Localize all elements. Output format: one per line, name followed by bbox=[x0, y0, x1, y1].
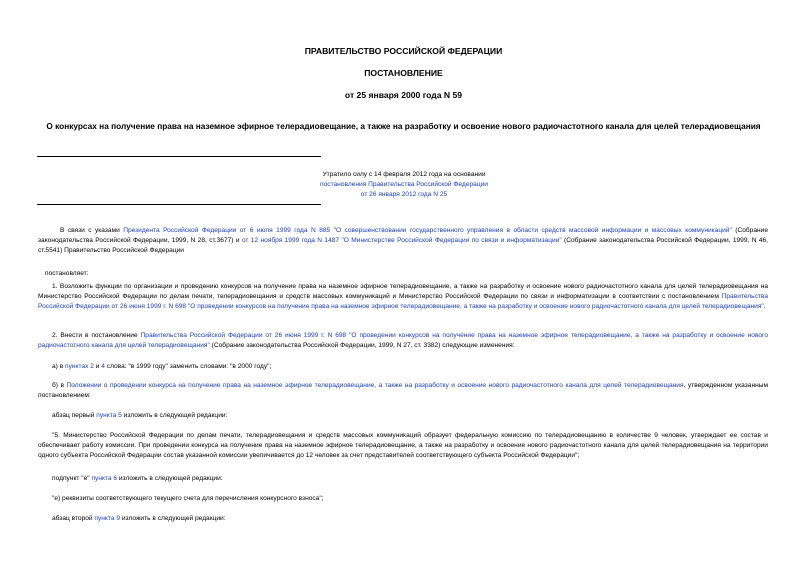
point-5-text-paragraph: "5. Министерство Российской Федерации по делам печати, телерадиовещания и средств массовых коммуникаций образует федеральную комиссию по телерадиовещанию в количестве 9 человек, утверждает ее состав и обеспечивает работу комиссии. При проведении конкурса на получение права на наземное эфирное телерадиовещание, а также на разработку и освоение нового радиочастотного канала для целей телерадиовещания на территории одного субъекта Российской Федерации состав указанной комиссии увеличивается до 12 человек за счет представителей соответствующего субъекта Российской Федерации"; bbox=[38, 432, 768, 459]
validity-note bbox=[302, 170, 506, 200]
amend-point-9-paragraph bbox=[38, 514, 768, 524]
points-2-link[interactable]: пунктах 2 bbox=[65, 363, 94, 370]
text-segment: и bbox=[93, 363, 102, 370]
repeal-decree-date-link[interactable]: от 26 января 2012 года N 25 bbox=[360, 191, 448, 198]
text-segment: (Собрание законодательства Российской Федерации, 1999, N 46, ст.5541) Правительство Российской Федерации bbox=[38, 237, 768, 254]
subclause-b-paragraph bbox=[38, 381, 768, 401]
amend-point-6-paragraph bbox=[38, 474, 768, 484]
text-segment: (Собрание законодательства Российской Федерации, 1999, N 28, ст.3677) и bbox=[38, 227, 768, 244]
document-title: О конкурсах на получение права на наземное эфирное телерадиовещание, а также на разработку и освоение нового радиочастотного канала для целей телерадиовещания bbox=[46, 121, 761, 131]
text-segment: абзац первый bbox=[52, 412, 97, 419]
decree-698-link[interactable]: Правительства Российской Федерации от 26 июня 1999 г. N 698 "О проведении конкурсов на получение права на наземное эфирное телерадиовещание, а также на разработку и освоение нового радиочастотного канала для целей телерадиовещания" bbox=[38, 293, 768, 310]
text-segment: (Собрание законодательства Российской Федерации, 1999, N 27, ст. 3382) следующие изменения: bbox=[209, 342, 515, 349]
decree-698-link[interactable]: Правительства Российской Федерации от 26 июня 1999 г. N 698 "О проведении конкурсов на получение права на наземное эфирное телерадиовещание, а также на разработку и освоение нового радиочастотного канала для целей телерадиовещания" bbox=[38, 332, 768, 349]
decree-885-link[interactable]: Президента Российской Федерации от 6 июля 1999 года N 885 "О совершенствовании государственного управления в области средств массовой информации и массовых коммуникаций" bbox=[123, 227, 732, 234]
text-segment: В связи с указами bbox=[60, 227, 124, 234]
amend-point-5-paragraph bbox=[38, 411, 768, 421]
document-date-number: от 25 января 2000 года N 59 bbox=[344, 90, 463, 100]
text-segment: изложить в следующей редакции: bbox=[120, 515, 226, 522]
divider-top bbox=[37, 156, 321, 157]
government-heading: ПРАВИТЕЛЬСТВО РОССИЙСКОЙ ФЕДЕРАЦИИ bbox=[304, 46, 503, 56]
text-segment: б) в bbox=[52, 382, 67, 389]
divider-bottom bbox=[37, 204, 321, 205]
point-6e-text-paragraph: "е) реквизиты соответствующего текущего счета для перечисления конкурсного взноса"; bbox=[52, 495, 324, 502]
text-segment: 1. Возложить функции по организации и проведению конкурсов на получение права на наземное эфирное телерадиовещание, а также на разработку и освоение нового радиочастотного канала для целей телерадиовещания на Министерство Российской Федерации по делам печати, телерадиовещания и средств массовых коммуникаций и Министерство Российской Федерации по связи и информатизации в соответствии с постановлением bbox=[38, 283, 768, 300]
regulation-link[interactable]: Положении о проведении конкурса на получение права на наземное эфирное телерадиовещание, а также на разработку и освоение нового радиочастотного канала для целей телерадиовещания bbox=[66, 382, 684, 389]
text-segment: . bbox=[763, 303, 766, 310]
point-6-link[interactable]: пункта 6 bbox=[91, 475, 118, 482]
text-segment: слова: "в 1999 году" заменить словами: "в 2000 году"; bbox=[104, 363, 272, 370]
point-9-link[interactable]: пункта 9 bbox=[94, 515, 121, 522]
text-segment: изложить в следующей редакции: bbox=[121, 412, 228, 419]
text-segment: изложить в следующей редакции: bbox=[117, 475, 223, 482]
clause-1-paragraph bbox=[38, 282, 768, 312]
decrees-word: постановляет: bbox=[45, 270, 89, 277]
subclause-a-paragraph bbox=[38, 362, 768, 372]
point-4-link[interactable]: 4 bbox=[101, 363, 105, 370]
text-segment: 2. Внести в постановление bbox=[52, 332, 141, 339]
repeal-decree-link[interactable]: постановления Правительства Российской Федерации bbox=[320, 181, 488, 188]
text-segment: а) в bbox=[52, 363, 66, 370]
decree-1487-link[interactable]: от 12 ноября 1999 года N 1487 "О Министерстве Российской Федерации по связи и информатизации" bbox=[241, 237, 562, 244]
text-segment: абзац второй bbox=[52, 515, 95, 522]
clause-2-paragraph bbox=[38, 331, 768, 351]
text-segment: , утвержденном указанным постановлением: bbox=[38, 382, 769, 399]
validity-note-text: Утратило силу с 14 февраля 2012 года на основании bbox=[322, 171, 486, 178]
point-5-link[interactable]: пункта 5 bbox=[96, 412, 122, 419]
text-segment: подпункт "е" bbox=[52, 475, 92, 482]
document-type: ПОСТАНОВЛЕНИЕ bbox=[364, 68, 443, 78]
preamble-paragraph bbox=[38, 226, 768, 256]
